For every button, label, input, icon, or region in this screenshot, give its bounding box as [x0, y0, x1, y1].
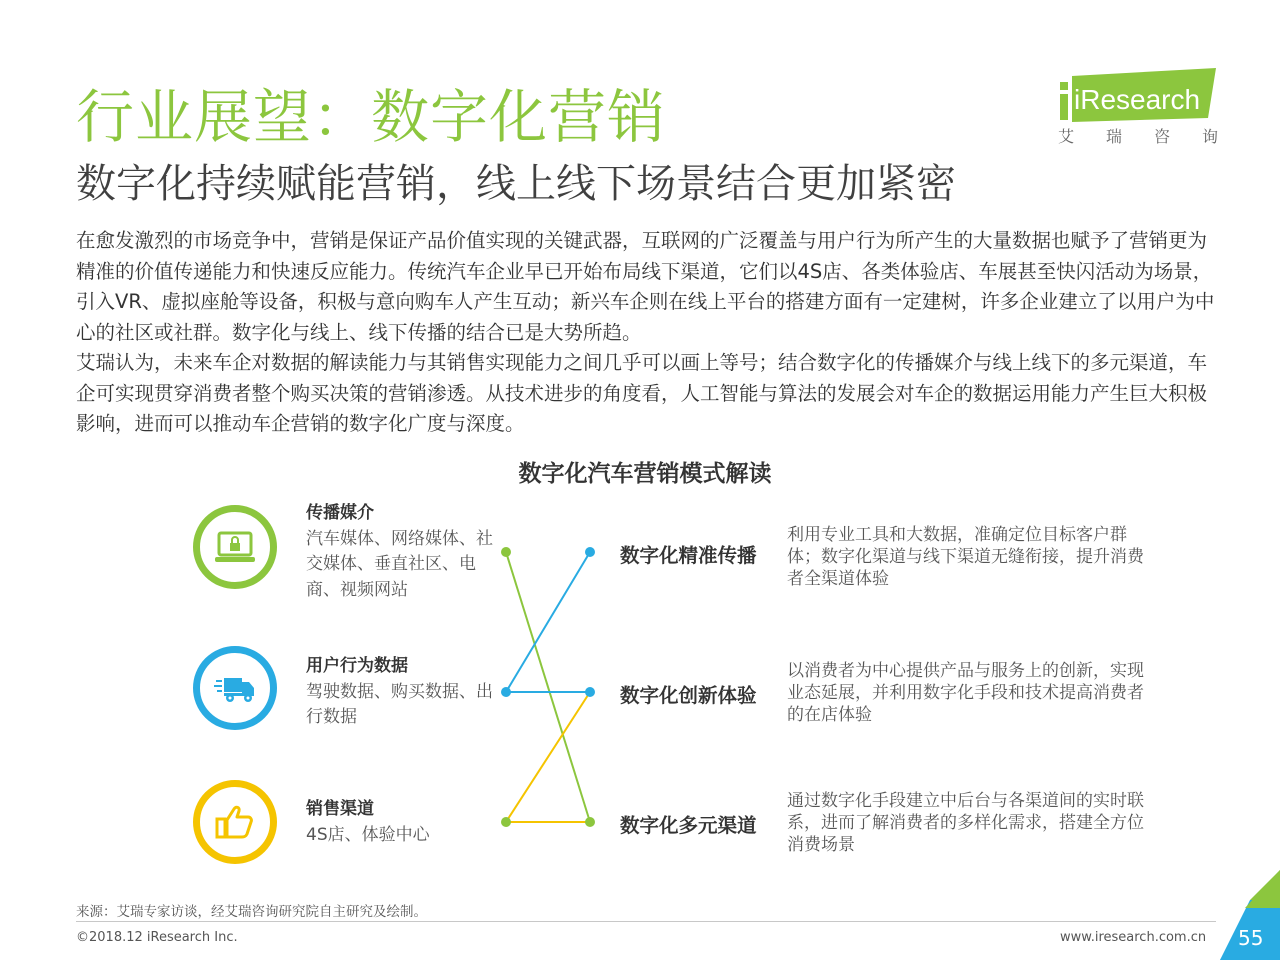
copyright: ©2018.12 iResearch Inc. [76, 930, 238, 945]
source-note: 来源：艾瑞专家访谈，经艾瑞咨询研究院自主研究及绘制。 [76, 904, 427, 920]
diagram-title: 数字化汽车营销模式解读 [518, 461, 772, 487]
block-text: 4S店、体验中心 [306, 824, 430, 845]
website-link[interactable]: www.iresearch.com.cn [1060, 930, 1207, 945]
logo-char: 艾 [1058, 127, 1075, 146]
laptop-lock-icon [212, 524, 258, 570]
sales-channel-circle [193, 780, 277, 864]
label-innovative-experience: 数字化创新体验 [620, 684, 757, 707]
logo-char: 瑞 [1105, 127, 1122, 146]
delivery-truck-icon [212, 665, 258, 711]
node-dot [585, 547, 595, 557]
connector-line [506, 552, 590, 822]
connector-line [506, 692, 590, 822]
desc-precise-communication: 利用专业工具和大数据，准确定位目标客户群体；数字化渠道与线下渠道无缝衔接，提升消费者全渠道体验 [787, 525, 1144, 589]
node-dot [585, 687, 595, 697]
page-title: 行业展望：数字化营销 [76, 83, 667, 151]
thumbs-up-icon [212, 799, 258, 845]
label-multi-channel: 数字化多元渠道 [620, 814, 757, 837]
node-dot [585, 817, 595, 827]
node-dot [501, 817, 511, 827]
logo-char: 询 [1201, 127, 1218, 146]
logo-char: 咨 [1153, 127, 1170, 146]
label-precise-communication: 数字化精准传播 [620, 544, 757, 567]
logo-chinese [1058, 124, 1218, 147]
block-text: 驾驶数据、购买数据、出行数据 [306, 681, 493, 727]
left-block-behavior [306, 654, 496, 731]
behavior-data-circle [193, 646, 277, 730]
footer-divider [76, 921, 1216, 922]
logo-wordmark: iResearch [1074, 84, 1201, 115]
block-text: 汽车媒体、网络媒体、社交媒体、垂直社区、电商、视频网站 [306, 528, 493, 600]
node-dot [501, 687, 511, 697]
body-text [76, 226, 1216, 440]
desc-multi-channel: 通过数字化手段建立中后台与各渠道间的实时联系，进而了解消费者的多样化需求，搭建全方位消费场景 [787, 791, 1144, 855]
block-heading: 用户行为数据 [306, 656, 408, 676]
page-subtitle: 数字化持续赋能营销，线上线下场景结合更加紧密 [76, 161, 956, 207]
desc-innovative-experience: 以消费者为中心提供产品与服务上的创新，实现业态延展，并利用数字化手段和技术提高消费者的在店体验 [787, 661, 1144, 725]
paragraph: 艾瑞认为，未来车企对数据的解读能力与其销售实现能力之间几乎可以画上等号；结合数字化的传播媒介与线上线下的多元渠道，车企可实现贯穿消费者整个购买决策的营销渗透。从技术进步的角度看，人工智能与算法的发展会对车企的数据运用能力产生巨大积极影响，进而可以推动车企营销的数字化广度与深度。 [76, 351, 1208, 435]
connector-line [506, 552, 590, 692]
page-number: 55 [1238, 926, 1264, 950]
left-block-media [306, 501, 496, 603]
block-heading: 销售渠道 [306, 799, 374, 819]
media-circle [193, 505, 277, 589]
node-dot [501, 547, 511, 557]
left-block-sales [306, 797, 496, 848]
block-heading: 传播媒介 [306, 503, 374, 523]
paragraph: 在愈发激烈的市场竞争中，营销是保证产品价值实现的关键武器，互联网的广泛覆盖与用户行为所产生的大量数据也赋予了营销更为精准的价值传递能力和快速反应能力。传统汽车企业早已开始布局线下渠道，它们以4S店、各类体验店、车展甚至快闪活动为场景，引入VR、虚拟座舱等设备，积极与意向购车人产生互动；新兴车企则在线上平台的搭建方面有一定建树，许多企业建立了以用户为中心的社区或社群。数字化与线上、线下传播的结合已是大势所趋。 [76, 229, 1215, 344]
